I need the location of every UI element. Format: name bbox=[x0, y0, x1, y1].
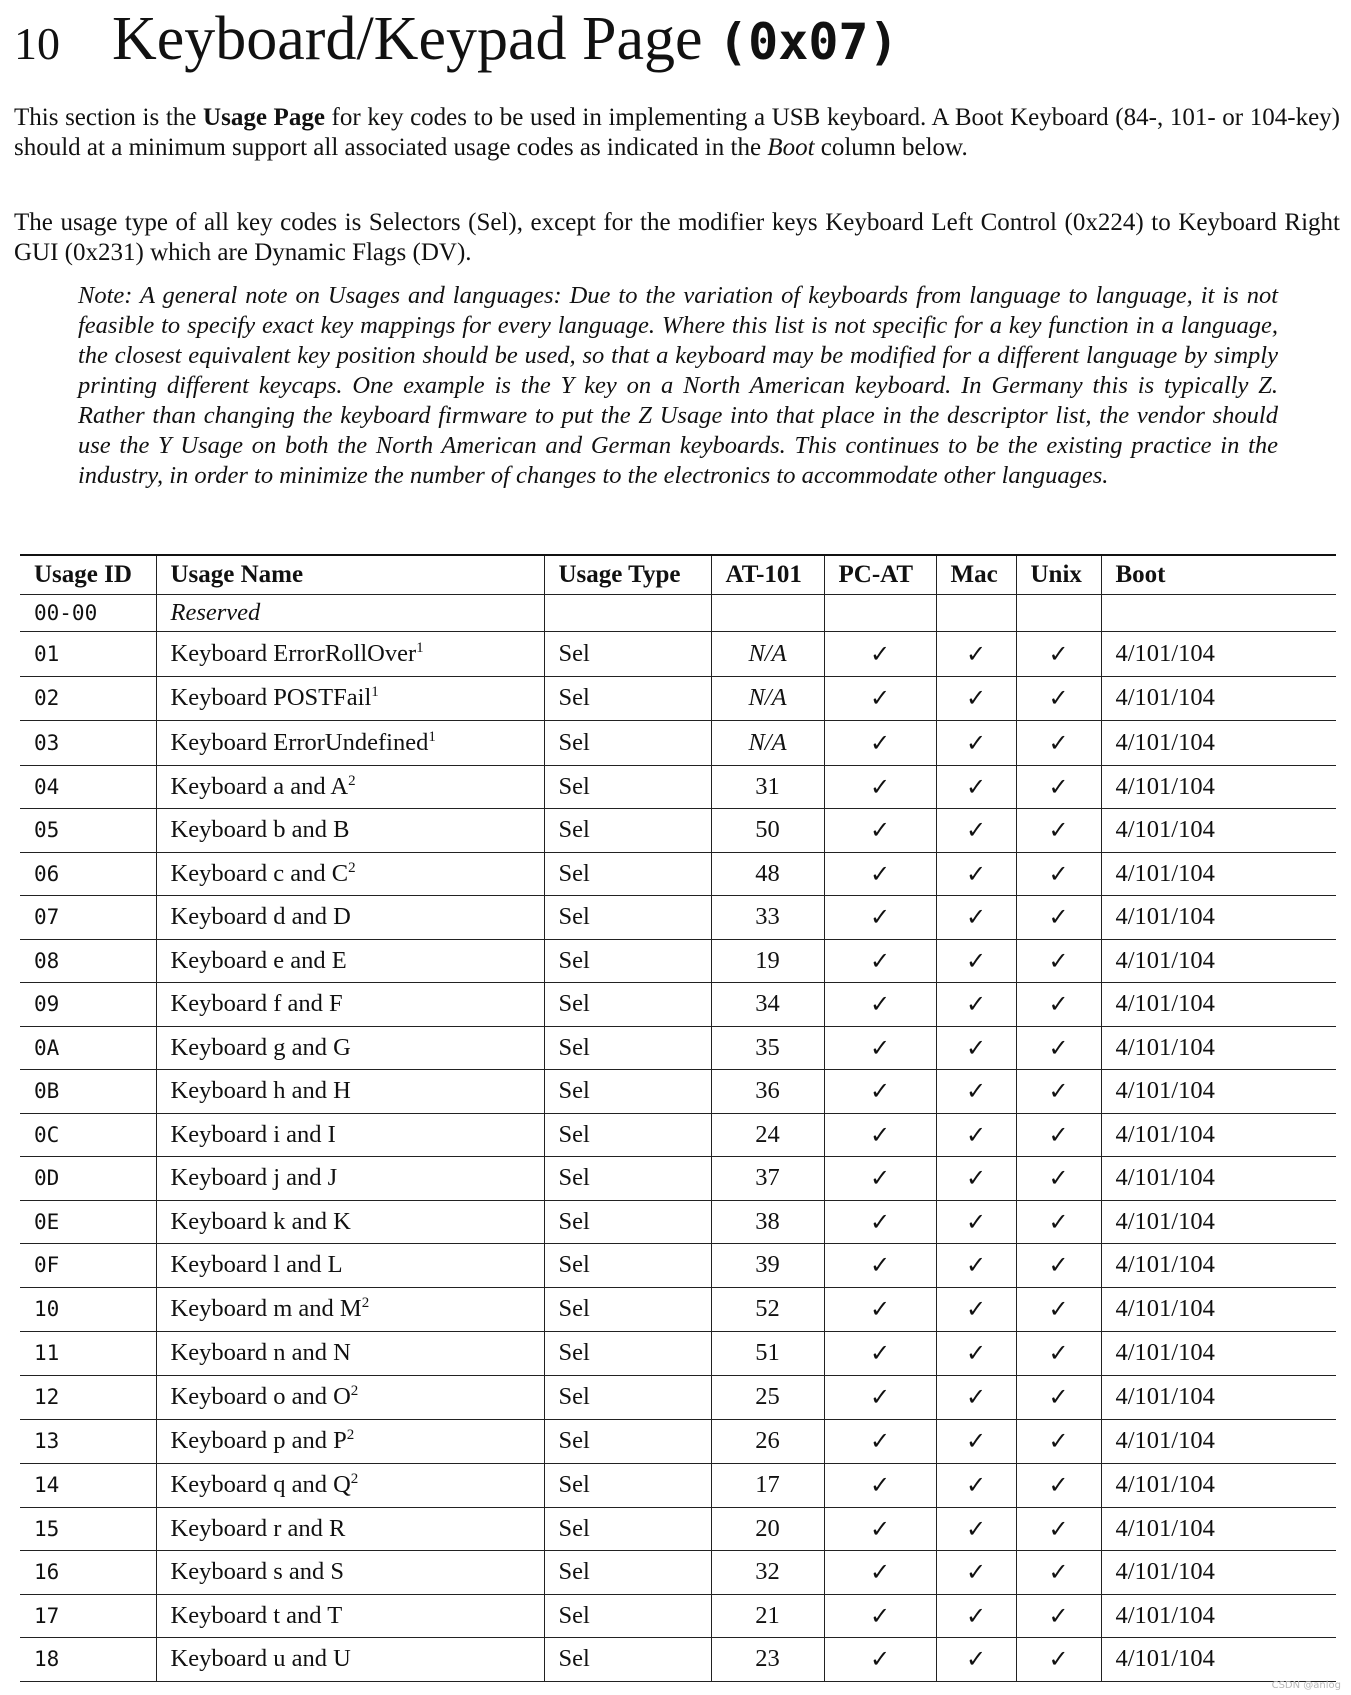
table-row bbox=[20, 676, 1336, 721]
mac-check-cell: ✓ bbox=[936, 765, 1016, 809]
at101-cell: 25 bbox=[711, 1375, 824, 1419]
boot-cell: 4/101/104 bbox=[1101, 896, 1336, 940]
usage-name-cell bbox=[156, 1113, 544, 1157]
usage-type-cell: Sel bbox=[544, 1638, 711, 1682]
table-row bbox=[20, 1507, 1336, 1551]
unix-check-cell: ✓ bbox=[1016, 765, 1101, 809]
usage-name-text: Keyboard ErrorUndefined bbox=[170, 728, 429, 756]
pcat-check-cell: ✓ bbox=[824, 939, 936, 983]
pcat-check-cell: ✓ bbox=[824, 1638, 936, 1682]
at101-cell: 33 bbox=[711, 896, 824, 940]
header-usage-name: Usage Name bbox=[156, 555, 544, 595]
pcat-check-cell: ✓ bbox=[824, 1244, 936, 1288]
header-boot: Boot bbox=[1101, 555, 1336, 595]
table-row bbox=[20, 1463, 1336, 1507]
at101-cell: N/A bbox=[711, 632, 824, 677]
table-row bbox=[20, 852, 1336, 896]
pcat-check-cell: ✓ bbox=[824, 852, 936, 896]
usage-name-cell bbox=[156, 595, 544, 632]
at101-cell: N/A bbox=[711, 721, 824, 766]
header-at101: AT-101 bbox=[711, 555, 824, 595]
unix-check-cell: ✓ bbox=[1016, 632, 1101, 677]
usage-id-cell: 02 bbox=[20, 676, 156, 721]
usage-id-cell: 18 bbox=[20, 1638, 156, 1682]
pcat-check-cell: ✓ bbox=[824, 632, 936, 677]
mac-check-cell: ✓ bbox=[936, 809, 1016, 853]
usage-name-cell bbox=[156, 1244, 544, 1288]
footnote-marker: 2 bbox=[350, 1470, 359, 1487]
pcat-check-cell: ✓ bbox=[824, 1594, 936, 1638]
section-heading bbox=[14, 5, 899, 73]
mac-check-cell: ✓ bbox=[936, 1375, 1016, 1419]
pcat-check-cell: ✓ bbox=[824, 1463, 936, 1507]
mac-check-cell: ✓ bbox=[936, 1507, 1016, 1551]
pcat-check-cell: ✓ bbox=[824, 1551, 936, 1595]
unix-check-cell: ✓ bbox=[1016, 1070, 1101, 1114]
section-title: Keyboard/Keypad Page bbox=[112, 5, 719, 73]
at101-cell: 39 bbox=[711, 1244, 824, 1288]
unix-check-cell: ✓ bbox=[1016, 1244, 1101, 1288]
usage-table bbox=[20, 554, 1336, 1682]
usage-type-cell: Sel bbox=[544, 1375, 711, 1419]
boot-cell: 4/101/104 bbox=[1101, 1026, 1336, 1070]
usage-name-text: Keyboard j and J bbox=[170, 1164, 338, 1192]
usage-id-cell: 0B bbox=[20, 1070, 156, 1114]
usage-type-cell bbox=[544, 595, 711, 632]
header-pcat: PC-AT bbox=[824, 555, 936, 595]
mac-check-cell: ✓ bbox=[936, 1244, 1016, 1288]
usage-id-cell: 07 bbox=[20, 896, 156, 940]
watermark: CSDN @anlog bbox=[1271, 1680, 1341, 1691]
unix-check-cell: ✓ bbox=[1016, 1331, 1101, 1375]
at101-cell: 26 bbox=[711, 1419, 824, 1463]
usage-name-cell bbox=[156, 939, 544, 983]
usage-name-cell bbox=[156, 632, 544, 677]
table-row bbox=[20, 1375, 1336, 1419]
table-row bbox=[20, 809, 1336, 853]
table-row bbox=[20, 595, 1336, 632]
at101-cell: 19 bbox=[711, 939, 824, 983]
usage-name-cell bbox=[156, 1157, 544, 1201]
unix-check-cell: ✓ bbox=[1016, 1594, 1101, 1638]
table-row bbox=[20, 1551, 1336, 1595]
unix-check-cell: ✓ bbox=[1016, 1375, 1101, 1419]
mac-check-cell: ✓ bbox=[936, 1331, 1016, 1375]
pcat-check-cell: ✓ bbox=[824, 1507, 936, 1551]
boot-cell: 4/101/104 bbox=[1101, 1594, 1336, 1638]
usage-name-text: Keyboard k and K bbox=[170, 1207, 351, 1235]
usage-name-text: Keyboard a and A bbox=[170, 772, 349, 800]
boot-cell: 4/101/104 bbox=[1101, 1375, 1336, 1419]
mac-check-cell: ✓ bbox=[936, 1594, 1016, 1638]
table-row bbox=[20, 765, 1336, 809]
header-unix: Unix bbox=[1016, 555, 1101, 595]
usage-id-cell: 03 bbox=[20, 721, 156, 766]
boot-cell: 4/101/104 bbox=[1101, 1507, 1336, 1551]
boot-cell: 4/101/104 bbox=[1101, 939, 1336, 983]
header-usage-id: Usage ID bbox=[20, 555, 156, 595]
usage-name-text: Keyboard o and O bbox=[170, 1383, 351, 1410]
unix-check-cell: ✓ bbox=[1016, 852, 1101, 896]
boot-cell: 4/101/104 bbox=[1101, 1157, 1336, 1201]
usage-name-text: Keyboard d and D bbox=[170, 903, 351, 931]
usage-name-cell bbox=[156, 1026, 544, 1070]
mac-check-cell: ✓ bbox=[936, 983, 1016, 1027]
usage-name-cell bbox=[156, 896, 544, 940]
mac-check-cell: ✓ bbox=[936, 1419, 1016, 1463]
usage-type-cell: Sel bbox=[544, 1070, 711, 1114]
mac-check-cell: ✓ bbox=[936, 1638, 1016, 1682]
footnote-marker: 2 bbox=[348, 859, 356, 876]
pcat-check-cell: ✓ bbox=[824, 1200, 936, 1244]
boot-cell: 4/101/104 bbox=[1101, 1331, 1336, 1375]
footnote-marker: 2 bbox=[361, 1294, 370, 1311]
boot-cell: 4/101/104 bbox=[1101, 1419, 1336, 1463]
boot-cell bbox=[1101, 595, 1336, 632]
boot-cell: 4/101/104 bbox=[1101, 1638, 1336, 1682]
unix-check-cell: ✓ bbox=[1016, 676, 1101, 721]
pcat-check-cell: ✓ bbox=[824, 721, 936, 766]
pcat-check-cell bbox=[824, 595, 936, 632]
intro-text-b: for key codes to be used in implementing a USB keyboard. A Boot Keyboard (84-, 101- or 104-key) should at a minimum support all associated usage codes as indicated in the bbox=[14, 104, 1340, 161]
usage-name-cell bbox=[156, 852, 544, 896]
usage-type-cell: Sel bbox=[544, 1113, 711, 1157]
usage-name-cell bbox=[156, 1375, 544, 1419]
usage-id-cell: 06 bbox=[20, 852, 156, 896]
at101-cell: 35 bbox=[711, 1026, 824, 1070]
boot-cell: 4/101/104 bbox=[1101, 1463, 1336, 1507]
mac-check-cell: ✓ bbox=[936, 1113, 1016, 1157]
usage-name-cell bbox=[156, 1287, 544, 1331]
mac-check-cell bbox=[936, 595, 1016, 632]
at101-cell: 21 bbox=[711, 1594, 824, 1638]
unix-check-cell: ✓ bbox=[1016, 1507, 1101, 1551]
usage-id-cell: 08 bbox=[20, 939, 156, 983]
mac-check-cell: ✓ bbox=[936, 721, 1016, 766]
boot-cell: 4/101/104 bbox=[1101, 765, 1336, 809]
intro-usage-page-bold: Usage Page bbox=[203, 104, 325, 131]
usage-id-cell: 0C bbox=[20, 1113, 156, 1157]
table-row bbox=[20, 1113, 1336, 1157]
usage-type-cell: Sel bbox=[544, 1026, 711, 1070]
at101-cell: 31 bbox=[711, 765, 824, 809]
mac-check-cell: ✓ bbox=[936, 1026, 1016, 1070]
usage-id-cell: 12 bbox=[20, 1375, 156, 1419]
boot-cell: 4/101/104 bbox=[1101, 721, 1336, 766]
unix-check-cell: ✓ bbox=[1016, 1200, 1101, 1244]
usage-type-cell: Sel bbox=[544, 1157, 711, 1201]
usage-type-cell: Sel bbox=[544, 1200, 711, 1244]
usage-name-text: Keyboard l and L bbox=[170, 1251, 343, 1279]
unix-check-cell: ✓ bbox=[1016, 1026, 1101, 1070]
usage-type-cell: Sel bbox=[544, 852, 711, 896]
at101-cell: 34 bbox=[711, 983, 824, 1027]
usage-id-cell: 05 bbox=[20, 809, 156, 853]
usage-id-cell: 10 bbox=[20, 1287, 156, 1331]
table-header-row bbox=[20, 555, 1336, 595]
mac-check-cell: ✓ bbox=[936, 1157, 1016, 1201]
boot-cell: 4/101/104 bbox=[1101, 632, 1336, 677]
at101-cell: 24 bbox=[711, 1113, 824, 1157]
usage-type-cell: Sel bbox=[544, 1331, 711, 1375]
usage-name-text: Keyboard e and E bbox=[170, 946, 347, 974]
usage-type-cell: Sel bbox=[544, 1419, 711, 1463]
table-row bbox=[20, 1070, 1336, 1114]
table-row bbox=[20, 896, 1336, 940]
at101-cell: 32 bbox=[711, 1551, 824, 1595]
footnote-marker: 2 bbox=[346, 1426, 355, 1443]
unix-check-cell: ✓ bbox=[1016, 896, 1101, 940]
usage-id-cell: 0D bbox=[20, 1157, 156, 1201]
unix-check-cell bbox=[1016, 595, 1101, 632]
intro-boot-italic: Boot bbox=[767, 134, 815, 161]
usage-name-cell bbox=[156, 1070, 544, 1114]
at101-cell: 20 bbox=[711, 1507, 824, 1551]
usage-name-text: Keyboard h and H bbox=[170, 1077, 351, 1105]
usage-type-cell: Sel bbox=[544, 721, 711, 766]
unix-check-cell: ✓ bbox=[1016, 1287, 1101, 1331]
usage-name-cell bbox=[156, 1200, 544, 1244]
unix-check-cell: ✓ bbox=[1016, 1638, 1101, 1682]
pcat-check-cell: ✓ bbox=[824, 1113, 936, 1157]
usage-name-text: Reserved bbox=[170, 599, 261, 626]
usage-name-cell bbox=[156, 1419, 544, 1463]
mac-check-cell: ✓ bbox=[936, 676, 1016, 721]
usage-type-cell: Sel bbox=[544, 632, 711, 677]
usage-name-text: Keyboard i and I bbox=[170, 1120, 336, 1148]
pcat-check-cell: ✓ bbox=[824, 1157, 936, 1201]
unix-check-cell: ✓ bbox=[1016, 1551, 1101, 1595]
boot-cell: 4/101/104 bbox=[1101, 1287, 1336, 1331]
mac-check-cell: ✓ bbox=[936, 1070, 1016, 1114]
usage-name-text: Keyboard n and N bbox=[170, 1339, 351, 1366]
usage-id-cell: 14 bbox=[20, 1463, 156, 1507]
table-row bbox=[20, 1244, 1336, 1288]
boot-cell: 4/101/104 bbox=[1101, 676, 1336, 721]
pcat-check-cell: ✓ bbox=[824, 983, 936, 1027]
usage-type-cell: Sel bbox=[544, 1507, 711, 1551]
usage-name-text: Keyboard m and M bbox=[170, 1295, 362, 1322]
usage-id-cell: 11 bbox=[20, 1331, 156, 1375]
pcat-check-cell: ✓ bbox=[824, 896, 936, 940]
table-row bbox=[20, 721, 1336, 766]
table-row bbox=[20, 939, 1336, 983]
at101-cell bbox=[711, 595, 824, 632]
usage-type-cell: Sel bbox=[544, 1463, 711, 1507]
unix-check-cell: ✓ bbox=[1016, 721, 1101, 766]
mac-check-cell: ✓ bbox=[936, 852, 1016, 896]
mac-check-cell: ✓ bbox=[936, 1463, 1016, 1507]
usage-name-cell bbox=[156, 1638, 544, 1682]
usage-id-cell: 09 bbox=[20, 983, 156, 1027]
unix-check-cell: ✓ bbox=[1016, 1463, 1101, 1507]
mac-check-cell: ✓ bbox=[936, 896, 1016, 940]
usage-id-cell: 0F bbox=[20, 1244, 156, 1288]
usage-id-cell: 17 bbox=[20, 1594, 156, 1638]
at101-cell: 17 bbox=[711, 1463, 824, 1507]
usage-type-cell: Sel bbox=[544, 676, 711, 721]
table-body bbox=[20, 595, 1336, 1682]
usage-type-cell: Sel bbox=[544, 765, 711, 809]
at101-cell: 36 bbox=[711, 1070, 824, 1114]
usage-type-cell: Sel bbox=[544, 896, 711, 940]
usage-name-text: Keyboard b and B bbox=[170, 816, 350, 844]
at101-cell: 48 bbox=[711, 852, 824, 896]
usage-name-cell bbox=[156, 1594, 544, 1638]
usage-id-cell: 0A bbox=[20, 1026, 156, 1070]
mac-check-cell: ✓ bbox=[936, 939, 1016, 983]
usage-name-text: Keyboard q and Q bbox=[170, 1471, 351, 1498]
usage-name-text: Keyboard p and P bbox=[170, 1427, 347, 1454]
at101-cell: 38 bbox=[711, 1200, 824, 1244]
header-mac: Mac bbox=[936, 555, 1016, 595]
unix-check-cell: ✓ bbox=[1016, 1113, 1101, 1157]
usage-type-cell: Sel bbox=[544, 983, 711, 1027]
pcat-check-cell: ✓ bbox=[824, 1375, 936, 1419]
unix-check-cell: ✓ bbox=[1016, 939, 1101, 983]
usage-type-cell: Sel bbox=[544, 809, 711, 853]
usage-type-cell: Sel bbox=[544, 1551, 711, 1595]
usage-name-text: Keyboard u and U bbox=[170, 1645, 351, 1673]
usage-id-cell: 04 bbox=[20, 765, 156, 809]
boot-cell: 4/101/104 bbox=[1101, 852, 1336, 896]
table-row bbox=[20, 1200, 1336, 1244]
boot-cell: 4/101/104 bbox=[1101, 983, 1336, 1027]
boot-cell: 4/101/104 bbox=[1101, 809, 1336, 853]
pcat-check-cell: ✓ bbox=[824, 1331, 936, 1375]
usage-type-cell: Sel bbox=[544, 1287, 711, 1331]
at101-cell: 52 bbox=[711, 1287, 824, 1331]
pcat-check-cell: ✓ bbox=[824, 765, 936, 809]
usage-id-cell: 15 bbox=[20, 1507, 156, 1551]
usage-name-cell bbox=[156, 983, 544, 1027]
at101-cell: N/A bbox=[711, 676, 824, 721]
at101-cell: 37 bbox=[711, 1157, 824, 1201]
footnote-marker: 1 bbox=[416, 639, 424, 656]
usage-name-text: Keyboard ErrorRollOver bbox=[170, 639, 417, 667]
unix-check-cell: ✓ bbox=[1016, 983, 1101, 1027]
usage-name-cell bbox=[156, 1551, 544, 1595]
footnote-marker: 2 bbox=[350, 1382, 359, 1399]
pcat-check-cell: ✓ bbox=[824, 1287, 936, 1331]
pcat-check-cell: ✓ bbox=[824, 1026, 936, 1070]
unix-check-cell: ✓ bbox=[1016, 1419, 1101, 1463]
usage-id-cell: 0E bbox=[20, 1200, 156, 1244]
pcat-check-cell: ✓ bbox=[824, 809, 936, 853]
usage-id-cell: 01 bbox=[20, 632, 156, 677]
intro-paragraph bbox=[14, 103, 1340, 163]
usage-name-cell bbox=[156, 1507, 544, 1551]
usage-id-cell: 00-00 bbox=[20, 595, 156, 632]
table-row bbox=[20, 1026, 1336, 1070]
usage-name-text: Keyboard s and S bbox=[170, 1558, 345, 1586]
section-number: 10 bbox=[14, 18, 60, 69]
mac-check-cell: ✓ bbox=[936, 632, 1016, 677]
table-row bbox=[20, 632, 1336, 677]
pcat-check-cell: ✓ bbox=[824, 1070, 936, 1114]
table-row bbox=[20, 1287, 1336, 1331]
mac-check-cell: ✓ bbox=[936, 1551, 1016, 1595]
mac-check-cell: ✓ bbox=[936, 1287, 1016, 1331]
intro-text-c: column below. bbox=[814, 134, 968, 161]
unix-check-cell: ✓ bbox=[1016, 1157, 1101, 1201]
footnote-marker: 1 bbox=[428, 728, 436, 745]
usage-name-text: Keyboard f and F bbox=[170, 990, 343, 1018]
intro-text-a: This section is the bbox=[14, 104, 204, 131]
at101-cell: 23 bbox=[711, 1638, 824, 1682]
table-row bbox=[20, 1157, 1336, 1201]
usage-name-cell bbox=[156, 676, 544, 721]
boot-cell: 4/101/104 bbox=[1101, 1200, 1336, 1244]
usage-name-cell bbox=[156, 1331, 544, 1375]
usage-name-cell bbox=[156, 809, 544, 853]
at101-cell: 51 bbox=[711, 1331, 824, 1375]
table-row bbox=[20, 1594, 1336, 1638]
pcat-check-cell: ✓ bbox=[824, 676, 936, 721]
usage-name-text: Keyboard t and T bbox=[170, 1601, 343, 1629]
usage-type-paragraph: The usage type of all key codes is Selectors (Sel), except for the modifier keys Keyboard Left Control (0x224) to Keyboard Right GUI (0x231) which are Dynamic Flags (DV). bbox=[14, 209, 1340, 266]
at101-cell: 50 bbox=[711, 809, 824, 853]
table-row bbox=[20, 1638, 1336, 1682]
pcat-check-cell: ✓ bbox=[824, 1419, 936, 1463]
usage-name-text: Keyboard c and C bbox=[170, 859, 349, 887]
usage-name-text: Keyboard POSTFail bbox=[170, 684, 372, 712]
boot-cell: 4/101/104 bbox=[1101, 1070, 1336, 1114]
usage-id-cell: 13 bbox=[20, 1419, 156, 1463]
usage-type-cell: Sel bbox=[544, 1244, 711, 1288]
boot-cell: 4/101/104 bbox=[1101, 1244, 1336, 1288]
usage-id-cell: 16 bbox=[20, 1551, 156, 1595]
section-page-code: (0x07) bbox=[718, 13, 899, 71]
usage-name-cell bbox=[156, 721, 544, 766]
languages-note: Note: A general note on Usages and languages: Due to the variation of keyboards from language to language, it is not feasible to specify exact key mappings for every language. Where this list is not specific for a key function in a language, the closest equivalent key position should be used, so that a keyboard may be modified for a different language by simply printing different keycaps. One example is the Y key on a North American keyboard. In Germany this is typically Z. Rather than changing the keyboard firmware to put the Z Usage into that place in the descriptor list, the vendor should use the Y Usage on both the North American and German keyboards. This continues to be the existing practice in the industry, in order to minimize the number of changes to the electronics to accommodate other languages. bbox=[78, 282, 1278, 489]
unix-check-cell: ✓ bbox=[1016, 809, 1101, 853]
boot-cell: 4/101/104 bbox=[1101, 1113, 1336, 1157]
usage-name-cell bbox=[156, 1463, 544, 1507]
usage-name-text: Keyboard r and R bbox=[170, 1514, 346, 1542]
header-usage-type: Usage Type bbox=[544, 555, 711, 595]
table-row bbox=[20, 1331, 1336, 1375]
usage-type-cell: Sel bbox=[544, 939, 711, 983]
usage-name-cell bbox=[156, 765, 544, 809]
footnote-marker: 1 bbox=[371, 684, 379, 701]
table-row bbox=[20, 1419, 1336, 1463]
usage-type-cell: Sel bbox=[544, 1594, 711, 1638]
usage-name-text: Keyboard g and G bbox=[170, 1033, 351, 1061]
mac-check-cell: ✓ bbox=[936, 1200, 1016, 1244]
table-row bbox=[20, 983, 1336, 1027]
boot-cell: 4/101/104 bbox=[1101, 1551, 1336, 1595]
footnote-marker: 2 bbox=[348, 772, 356, 789]
